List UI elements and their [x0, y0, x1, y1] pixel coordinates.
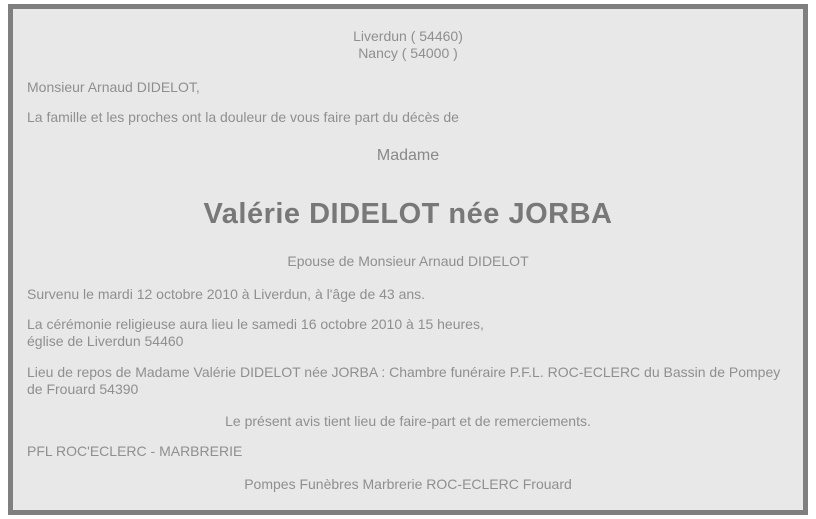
recipient-line: Monsieur Arnaud DIDELOT,: [27, 79, 200, 95]
intro-line: La famille et les proches ont la douleur de vous faire part du décès de: [27, 109, 459, 125]
deceased-name-heading: Valérie DIDELOT née JORBA: [203, 198, 613, 230]
ceremony-line-2: église de Liverdun 54460: [27, 333, 184, 349]
location-line-1: Liverdun ( 54460): [353, 28, 463, 44]
death-info-line: Survenu le mardi 12 octobre 2010 à Liverdun, à l'âge de 43 ans.: [27, 286, 426, 302]
ceremony-line-1: La cérémonie religieuse aura lieu le samedi 16 octobre 2010 à 15 heures,: [27, 316, 484, 332]
funeral-home-line: PFL ROC'ECLERC - MARBRERIE: [27, 443, 243, 459]
civility-line: Madame: [376, 147, 440, 164]
closing-line: Le présent avis tient lieu de faire-part et de remerciements.: [225, 413, 591, 429]
location-line-2: Nancy ( 54000 ): [358, 45, 458, 61]
death-notice: [8, 4, 808, 515]
relation-line: Epouse de Monsieur Arnaud DIDELOT: [287, 253, 529, 269]
repose-line: Lieu de repos de Madame Valérie DIDELOT née JORBA : Chambre funéraire P.F.L. ROC-ECLERC du Bassin de Pompey de Frouard 54390: [27, 364, 781, 397]
signature-line: Pompes Funèbres Marbrerie ROC-ECLERC Frouard: [244, 476, 572, 492]
ceremony-block: [27, 316, 789, 350]
locations-block: [27, 28, 789, 62]
